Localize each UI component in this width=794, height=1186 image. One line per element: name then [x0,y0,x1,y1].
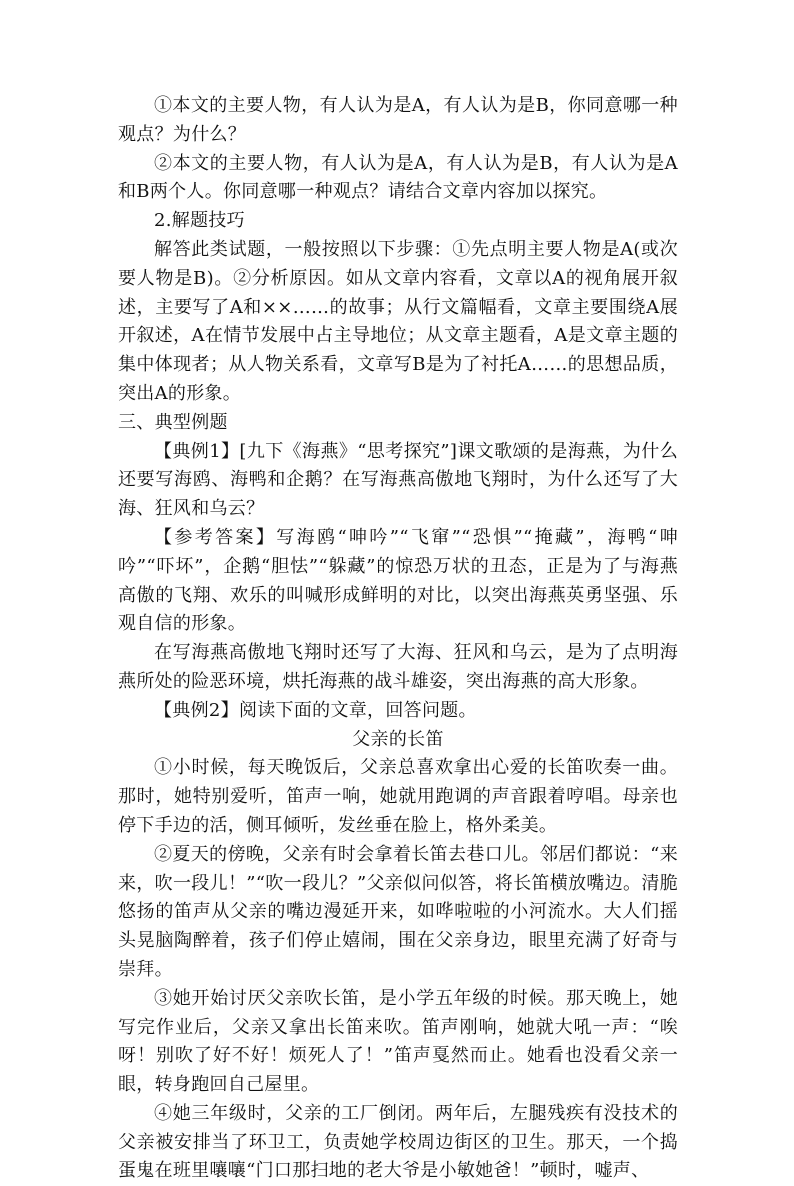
section-heading-techniques: 2.解题技巧 [154,210,245,232]
paragraph-answer-continued: 在写海燕高傲地飞翔时还写了大海、狂风和乌云，是为了点明海燕所处的险恶环境，烘托海燕的战斗雄姿，突出海燕的高大形象。 [118,642,678,692]
paragraph-example-1: 【典例1】[九下《海燕》“思考探究”]课文歌颂的是海燕，为什么还要写海鸥、海鸭和企鹅？在写海燕高傲地飞翔时，为什么还写了大海、狂风和乌云？ [118,440,678,520]
article-paragraph-3: ③她开始讨厌父亲吹长笛，是小学五年级的时候。那天晚上，她写完作业后，父亲又拿出长笛来吹。笛声刚响，她就大吼一声：“唉呀！别吹了好不好！烦死人了！”笛声戛然而止。她看也没看父亲一眼，转身跑回自己屋里。 [118,987,678,1096]
paragraph-example-2: 【典例2】阅读下面的文章，回答问题。 [154,699,477,721]
paragraph-question-2: ②本文的主要人物，有人认为是A，有人认为是B，有人认为是A和B两个人。你同意哪一种观点？请结合文章内容加以探究。 [118,152,678,203]
section-heading-examples: 三、典型例题 [118,411,228,433]
article-paragraph-1: ①小时候，每天晚饭后，父亲总喜欢拿出心爱的长笛吹奏一曲。那时，她特别爱听，笛声一响，她就用跑调的声音跟着哼唱。母亲也停下手边的活，侧耳倾听，发丝垂在脸上，格外柔美。 [118,757,678,836]
paragraph-techniques: 解答此类试题，一般按照以下步骤：①先点明主要人物是A(或次要人物是B)。②分析原因。如从文章内容看，文章以A的视角展开叙述，主要写了A和××……的故事；从行文篇幅看，文章主要围绕A展开叙述，A在情节发展中占主导地位；从文章主题看，A是文章主题的集中体现者；从人物关系看，文章写B是为了衬托A……的思想品质，突出A的形象。 [118,238,678,404]
article-paragraph-4: ④她三年级时，父亲的工厂倒闭。两年后，左腿残疾有没技术的父亲被安排当了环卫工，负责她学校周边街区的卫生。那天，一个捣蛋鬼在班里嚷嚷“门口那扫地的老大爷是小敏她爸！”顿时，嘘声、 [118,1102,678,1182]
article-title: 父亲的长笛 [352,728,444,750]
paragraph-question-1: ①本文的主要人物，有人认为是A，有人认为是B，你同意哪一种观点？为什么？ [118,95,678,145]
document-page [118,92,678,1186]
paragraph-reference-answer: 【参考答案】写海鸥“呻吟”“飞窜”“恐惧”“掩藏”，海鸭“呻吟”“吓坏”，企鹅“胆怯”“躲藏”的惊恐万状的丑态，正是为了与海燕高傲的飞翔、欢乐的叫喊形成鲜明的对比，以突出海燕英勇坚强、乐观自信的形象。 [118,526,678,635]
article-paragraph-2: ②夏天的傍晚，父亲有时会拿着长笛去巷口儿。邻居们都说：“来来，吹一段儿！”“吹一段儿？”父亲似问似答，将长笛横放嘴边。清脆悠扬的笛声从父亲的嘴边漫延开来，如哗啦啦的小河流水。大人们摇头晃脑陶醉着，孩子们停止嬉闹，围在父亲身边，眼里充满了好奇与崇拜。 [118,843,678,980]
